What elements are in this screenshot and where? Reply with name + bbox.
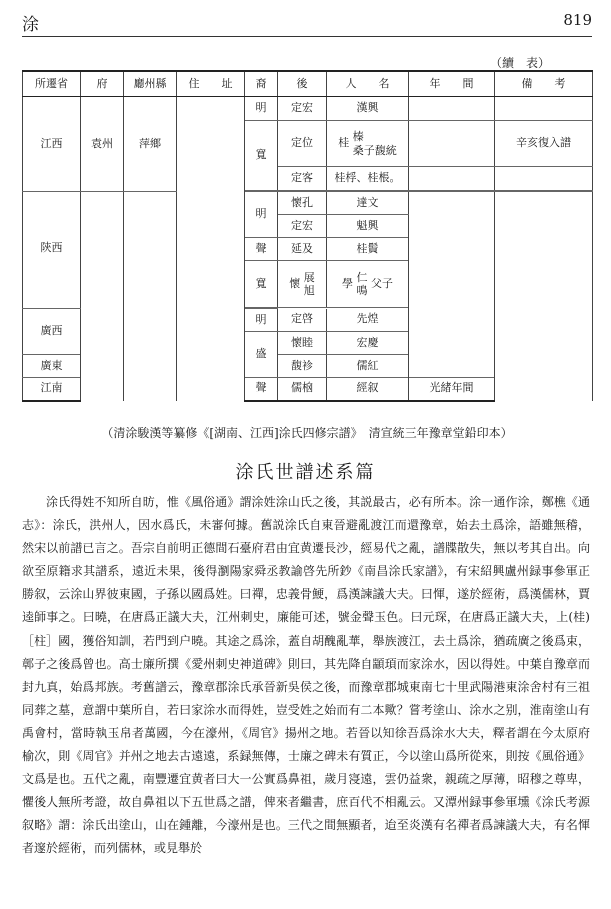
- remarks-cell: 辛亥復入譜: [495, 121, 593, 167]
- generation-cell: 盛: [245, 332, 278, 378]
- residence-cell: [177, 97, 245, 401]
- later-branch-lower: 旭: [303, 284, 315, 297]
- generation-cell: 聲: [245, 378, 278, 401]
- later-cell: 馥袗: [278, 355, 327, 378]
- col-remarks: 備 考: [495, 71, 593, 97]
- later-cell: 延及: [278, 238, 327, 261]
- running-head-surname: 涂: [22, 15, 39, 35]
- name-cell: 儒紅: [327, 355, 409, 378]
- name-branch-lower: 鳴: [356, 284, 368, 297]
- name-cell: 魁興: [327, 215, 409, 238]
- prefecture-cell: [81, 192, 124, 401]
- page-header: [22, 6, 592, 34]
- later-cell: 定客: [278, 167, 327, 191]
- later-cell: 定啓: [278, 309, 327, 332]
- col-county: 廳州縣: [124, 71, 177, 97]
- period-cell: [409, 192, 495, 378]
- remarks-cell: [495, 192, 593, 401]
- period-cell: [409, 121, 495, 167]
- generation-cell: 聲: [245, 238, 278, 261]
- county-cell: [124, 192, 177, 401]
- generation-cell: 明: [245, 192, 278, 238]
- later-cell: [278, 261, 327, 308]
- source-caption: （清涂駿漢等纂修《[湖南、江西]涂氏四修宗譜》 清宣統三年豫章堂鉛印本）: [101, 426, 513, 440]
- later-cell: 儒㭡: [278, 378, 327, 401]
- name-cell: 經叙: [327, 378, 409, 401]
- generation-cell: 寬: [245, 121, 278, 191]
- province-cell: 陝西: [23, 192, 81, 309]
- remarks-cell: [495, 97, 593, 121]
- later-cell: 懷孔: [278, 192, 327, 215]
- name-cell: 宏慶: [327, 332, 409, 355]
- name-suffix: 父子: [371, 277, 393, 290]
- name-cell: 達文: [327, 192, 409, 215]
- name-branch-lower: 桑子馥統: [352, 143, 397, 157]
- name-cell: [327, 121, 409, 167]
- col-prefecture: 府: [81, 71, 124, 97]
- name-main-char: 學: [342, 277, 353, 290]
- header-rule: [22, 36, 592, 37]
- continued-table-note: （續 表）: [490, 56, 551, 70]
- name-branch: [353, 130, 397, 156]
- col-name: 人 名: [327, 71, 409, 97]
- table-row: [23, 97, 593, 121]
- name-cell: 桂䰅: [327, 238, 409, 261]
- period-cell: [409, 167, 495, 191]
- col-period: 年 間: [409, 71, 495, 97]
- page-number: 819: [563, 11, 592, 29]
- table-header-row: [23, 71, 593, 97]
- col-later: 後: [278, 71, 327, 97]
- name-cell: [327, 261, 409, 308]
- genealogy-table: [22, 70, 593, 402]
- province-cell: 廣東: [23, 355, 81, 378]
- later-branch-upper: 展: [303, 270, 315, 284]
- col-residence: 住 址: [177, 71, 245, 97]
- county-cell: 萍鄉: [124, 97, 177, 192]
- generation-cell: 明: [245, 97, 278, 121]
- province-cell: 江南: [23, 378, 81, 401]
- remarks-cell: [495, 167, 593, 191]
- name-cell: 桂桴、桂棖。: [327, 167, 409, 191]
- name-branch-upper: 榛: [352, 130, 364, 144]
- table-row: [23, 192, 593, 215]
- name-cell: 先煌: [327, 309, 409, 332]
- prefecture-cell: 袁州: [81, 97, 124, 192]
- name-branch: [357, 271, 368, 297]
- later-cell: 定宏: [278, 97, 327, 121]
- later-branch: [304, 271, 315, 297]
- later-cell: 定宏: [278, 215, 327, 238]
- name-main-char: 桂: [338, 136, 350, 150]
- period-cell: 光緒年間: [409, 378, 495, 401]
- later-cell: 定位: [278, 121, 327, 167]
- name-cell: 漢興: [327, 97, 409, 121]
- period-cell: [409, 97, 495, 121]
- body-paragraph: 涂氏得姓不知所自昉，惟《風俗通》謂涂姓涂山氏之後，其説最古，必有所本。涂一通作涂，鄭樵《通志》：涂氏，洪州人，因水爲氏，未審何據。舊説涂氏自東晉避亂渡江而還豫章，始去土爲涂，語雖無稽，然宋以前譜已言之。吾宗自前明正德間石臺府君由宜黄遷長沙，經易代之亂，譜牒散失，無以考其自出。向欲至原籍求其譜系，遠近未果，後得瀏陽家舜丞教諭啓先所鈔《南昌涂氏家譜》，有宋紹興盧州録事參軍正勝叙，云涂山界彼東國，子孫以國爲姓。曰禪，忠義骨鯁，爲漢諫議大夫。曰惲，遂於經術，爲漢儒林，賈逵師事之。曰曉，在唐爲正議大夫，江州刺史，廉能可述，號金聲玉色。曰元琛，在唐爲正議大夫，上(桂)［柱］國，獲俗知訓，若門到户曉。其途之爲涂，蓋自胡醜亂華，舉族渡江，去土爲涂，猶疏廣之後爲束，鄣子之後爲曾也。高士廉所撰《愛州刺史神道碑》則曰，其先降自顓頊而家涂水，因以得姓。中葉自豫章而封九真，始爲邦族。考舊譜云，豫章郡涂氏承晉新吳侯之後，而豫章郡城東南七十里武陽港東涂舍村有三祖同葬之墓，意謂中葉所自，若曰家涂水而得姓，豈受姓之始而有二本歟？嘗考塗山、涂水之别，淮南塗山有禹會村，當時執玉帛者萬國，今在濠州，《周官》揚州之地。若晉以知徐吾爲涂水大夫，釋者謂在今太原府榆次，則《周官》并州之地去古遠遠，系録無傳，士廉之碑未有質正，今以塗山爲所從來，則按《風俗通》文爲是也。五代之亂，南豐遷宜黄者曰大一公實爲鼻祖，歲月寖遠，雲仍益衆，親疏之厚薄，昭穆之尊卑，懼後人無所考證，故自鼻祖以下五世爲之譜，俾來者繼書，庶百代不相亂云。又潭州録事參軍壎《涂氏考源叙略》謂：涂氏出塗山，山在鍾離，今濠州是也。三代之間無顯者，迨至炎漢有名禪者爲諫議大夫，有名惲者邃於經術，而列儒林，或見舉於: [22, 495, 590, 856]
- generation-cell: 寬: [245, 261, 278, 308]
- section-title: 涂氏世譜述系篇: [235, 462, 376, 483]
- col-migration-province: 所遷省: [23, 71, 81, 97]
- later-main-char: 懷: [289, 277, 301, 290]
- generation-cell: 明: [245, 309, 278, 332]
- name-branch-upper: 仁: [356, 270, 368, 284]
- province-cell: 廣西: [23, 309, 81, 355]
- col-generation: 裔: [245, 71, 278, 97]
- later-cell: 懷睦: [278, 332, 327, 355]
- province-cell: 江西: [23, 97, 81, 192]
